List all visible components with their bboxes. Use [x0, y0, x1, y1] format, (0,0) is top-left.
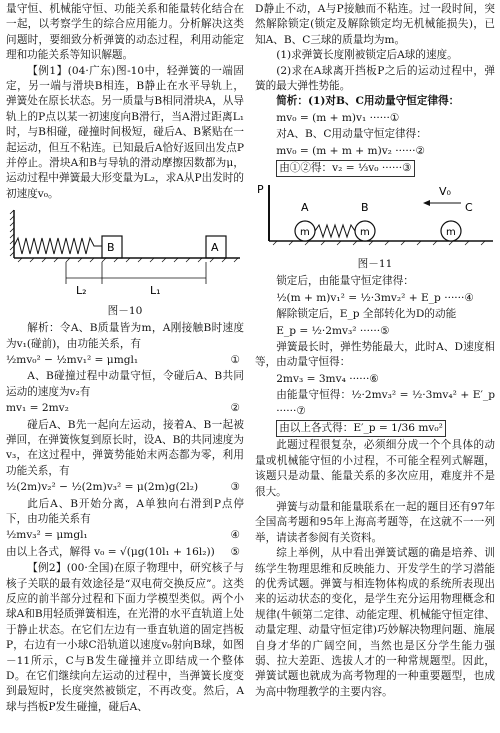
ball-c-mass: m [446, 227, 456, 239]
question-2: (2)求在A球离开挡板P之后的运动过程中，弹簧的最大弹性势能。 [255, 64, 495, 93]
solution-eq-2: mv₀ = (m + m + m)v₂ ······② [276, 144, 426, 157]
conclusion-paragraph: 综上举例，从中看出弹簧试题的确是培养、训练学生物理思维和反映能力、开发学生的学习潜能的优秀试题。弹簧与相连物体构成的系统所表现出来的运动状态的变化，是学生充分运用物理概念和规律(牛顿第二定律、动能定理、机械能守恒定律、动量定理、动量守恒定律)巧妙解决物理问题、施展自身才华的广阔空间，当然也是区分学生能力强弱、拉大差距、选拔人才的一种常规题型。因此，弹簧试题也就成为高考物理的一种重要题型，也成为高中物理教学的主要内容。 [255, 547, 495, 698]
equation-1-number: ① [230, 353, 240, 366]
example1-problem: 【例1】(04·广东)图-10中，轻弹簧的一端固定，另一端与滑块B相连，B静止在水平导轨上，弹簧处在原长状态。另一质量与B相同滑块A，从导轨上的P点以某一初速度向B滑行，当A滑过距离L₁时，与B相碰，碰撞时间极短，碰后A、B紧贴在一起运动，但互不粘连。已知最后A恰好返回出发点P并停止。滑块A和B与导轨的滑动摩擦因数都为μ，运动过程中弹簧最大形变量为L₂，求A从P出发时的初速度v₀。 [6, 64, 244, 200]
question-1: (1)求弹簧长度刚被锁定后A球的速度。 [276, 49, 458, 62]
equation-3 [6, 480, 244, 495]
equation-2-text: mv₁ = 2mv₂ [6, 402, 69, 415]
solution-eq-3 [276, 160, 495, 177]
right-column [255, 2, 495, 700]
example2-problem: 【例2】(00·全国)在原子物理中，研究核子与核子关联的最有效途径是“双电荷交换反应”。这类反应的前半部分过程和下面力学模型类似。两个小球A和B用轻质弹簧相连，在光滑的水平直轨道上处于静止状态。在它们左边有一垂直轨道的固定挡板P，右边有一小球C沿轨道以速度v₀射向B球，如图－11所示，C与B发生碰撞并立即结成一个整体D。在它们继续向左运动的过程中，当弹簧长度变到最短时，长度突然被锁定，不再改变。然后，A球与挡板P发生碰撞，碰后A、 [6, 562, 244, 713]
left-column [6, 2, 244, 715]
velocity-label: V₀ [439, 185, 451, 199]
solution-eq-6: 2mv₃ = 3mv₄ ······⑥ [276, 372, 379, 385]
equation-4-number: ④ [230, 529, 240, 542]
unlock-text: 解除锁定后，E_p 全部转化为D的动能 [276, 308, 457, 321]
block-b-label: B [107, 241, 115, 255]
figure-11-caption: 图－11 [357, 257, 393, 270]
lock-text: 锁定后，由能量守恒定律得： [276, 275, 414, 288]
figure-11 [255, 181, 495, 272]
analysis-intro: 解析：令A、B质量皆为m，A刚接触B时速度为v₁(碰前)，由功能关系，有 [6, 322, 244, 350]
separation-text: 此后A、B开始分离，A单独向右滑到P点停下，由功能关系有 [6, 497, 244, 525]
equation-1-text: ½mv₀² − ½mv₁² = μmgl₁ [6, 353, 139, 366]
solution-intro: 简析：(1)对B、C用动量守恒定律得： [276, 95, 460, 108]
l1-label: L₁ [150, 284, 161, 298]
equation-4-text: ½mv₃² = μmgl₁ [6, 529, 88, 542]
solution-eq-7: 由能量守恒得：½·2mv₃² = ½·3mv₄² + E′_p ······⑦ [276, 389, 495, 417]
equation-5 [6, 545, 244, 560]
ball-a-label: A [301, 201, 309, 215]
figure-11-diagram [255, 181, 495, 251]
solution-eq-8 [276, 420, 495, 437]
equation-4 [6, 528, 244, 543]
equation-2-number: ② [230, 402, 240, 415]
solution-step-abc: 对A、B、C用动量守恒定律得： [276, 128, 427, 141]
equation-3-number: ③ [230, 481, 240, 494]
figure-10 [6, 206, 244, 319]
commentary-paragraph: 此题过程很复杂，必须细分成一个个具体的动量或机械能守恒的小过程，不可能全程列式解题，该题只是动量、能量关系的多次应用，难度并不是很大。 [255, 439, 495, 498]
solution-eq-5: E_p = ½·2mv₃² ······⑤ [276, 324, 390, 337]
equation-5-text: 由以上各式，解得 v₀ = √(μg(10l₁ + 16l₂)) [6, 545, 215, 558]
solution-eq-3-box: 由①②得：v₂ = ⅓v₀ ······③ [276, 160, 414, 177]
max-length-text: 弹簧最长时，弹性势能最大，此时A、D速度相等，由动量守恒得： [255, 340, 495, 369]
equation-2 [6, 401, 244, 416]
ball-c-label: C [465, 201, 473, 215]
ball-b-label: B [361, 201, 369, 215]
l2-label: L₂ [76, 284, 87, 298]
equation-3-text: ½(2m)v₂² − ½(2m)v₃² = μ(2m)g(2l₂) [6, 481, 199, 494]
solution-eq-8-box: 由以上各式得：E′_p = 1/36 mv₀² [276, 420, 446, 437]
equation-1 [6, 353, 244, 368]
wall-p-label: P [257, 183, 264, 197]
equation-5-number: ⑤ [230, 545, 240, 558]
references-paragraph: 弹簧与动量和能量联系在一起的题目还有97年全国高考题和95年上海高考题等，在这就不一一列举，请读者参阅有关资料。 [255, 500, 495, 544]
rebound-text: 碰后A、B先一起向左运动，接着A、B一起被弹回，在弹簧恢复到原长时，设A、B的共同速度为v₃，在这过程中，弹簧势能始末两态都为零，利用功能关系，有 [6, 418, 244, 477]
block-a-label: A [211, 241, 219, 255]
ball-b-mass: m [360, 227, 370, 239]
example2-continued: D静止不动，A与P接触而不粘连。过一段时间，突然解除锁定(锁定及解除锁定均无机械能损失)，已知A、B、C三球的质量均为m。 [255, 3, 495, 46]
solution-eq-4: ½(m + m)v₁² = ½·3mv₂² + E_p ······④ [276, 291, 474, 304]
intro-paragraph: 量守恒、机械能守恒、功能关系和能量转化结合在一起，以考察学生的综合应用能力。分析解决这类问题时，要细致分析弹簧的动态过程，利用动能定理和功能关系等知识解题。 [6, 3, 244, 62]
ball-a-mass: m [300, 227, 310, 239]
solution-eq-1: mv₀ = (m + m)v₁ ······① [276, 111, 400, 124]
figure-10-diagram [6, 206, 244, 298]
collision-text: A、B碰撞过程中动量守恒，令碰后A、B共同运动的速度为v₂有 [6, 370, 244, 398]
figure-10-caption: 图－10 [107, 304, 143, 317]
